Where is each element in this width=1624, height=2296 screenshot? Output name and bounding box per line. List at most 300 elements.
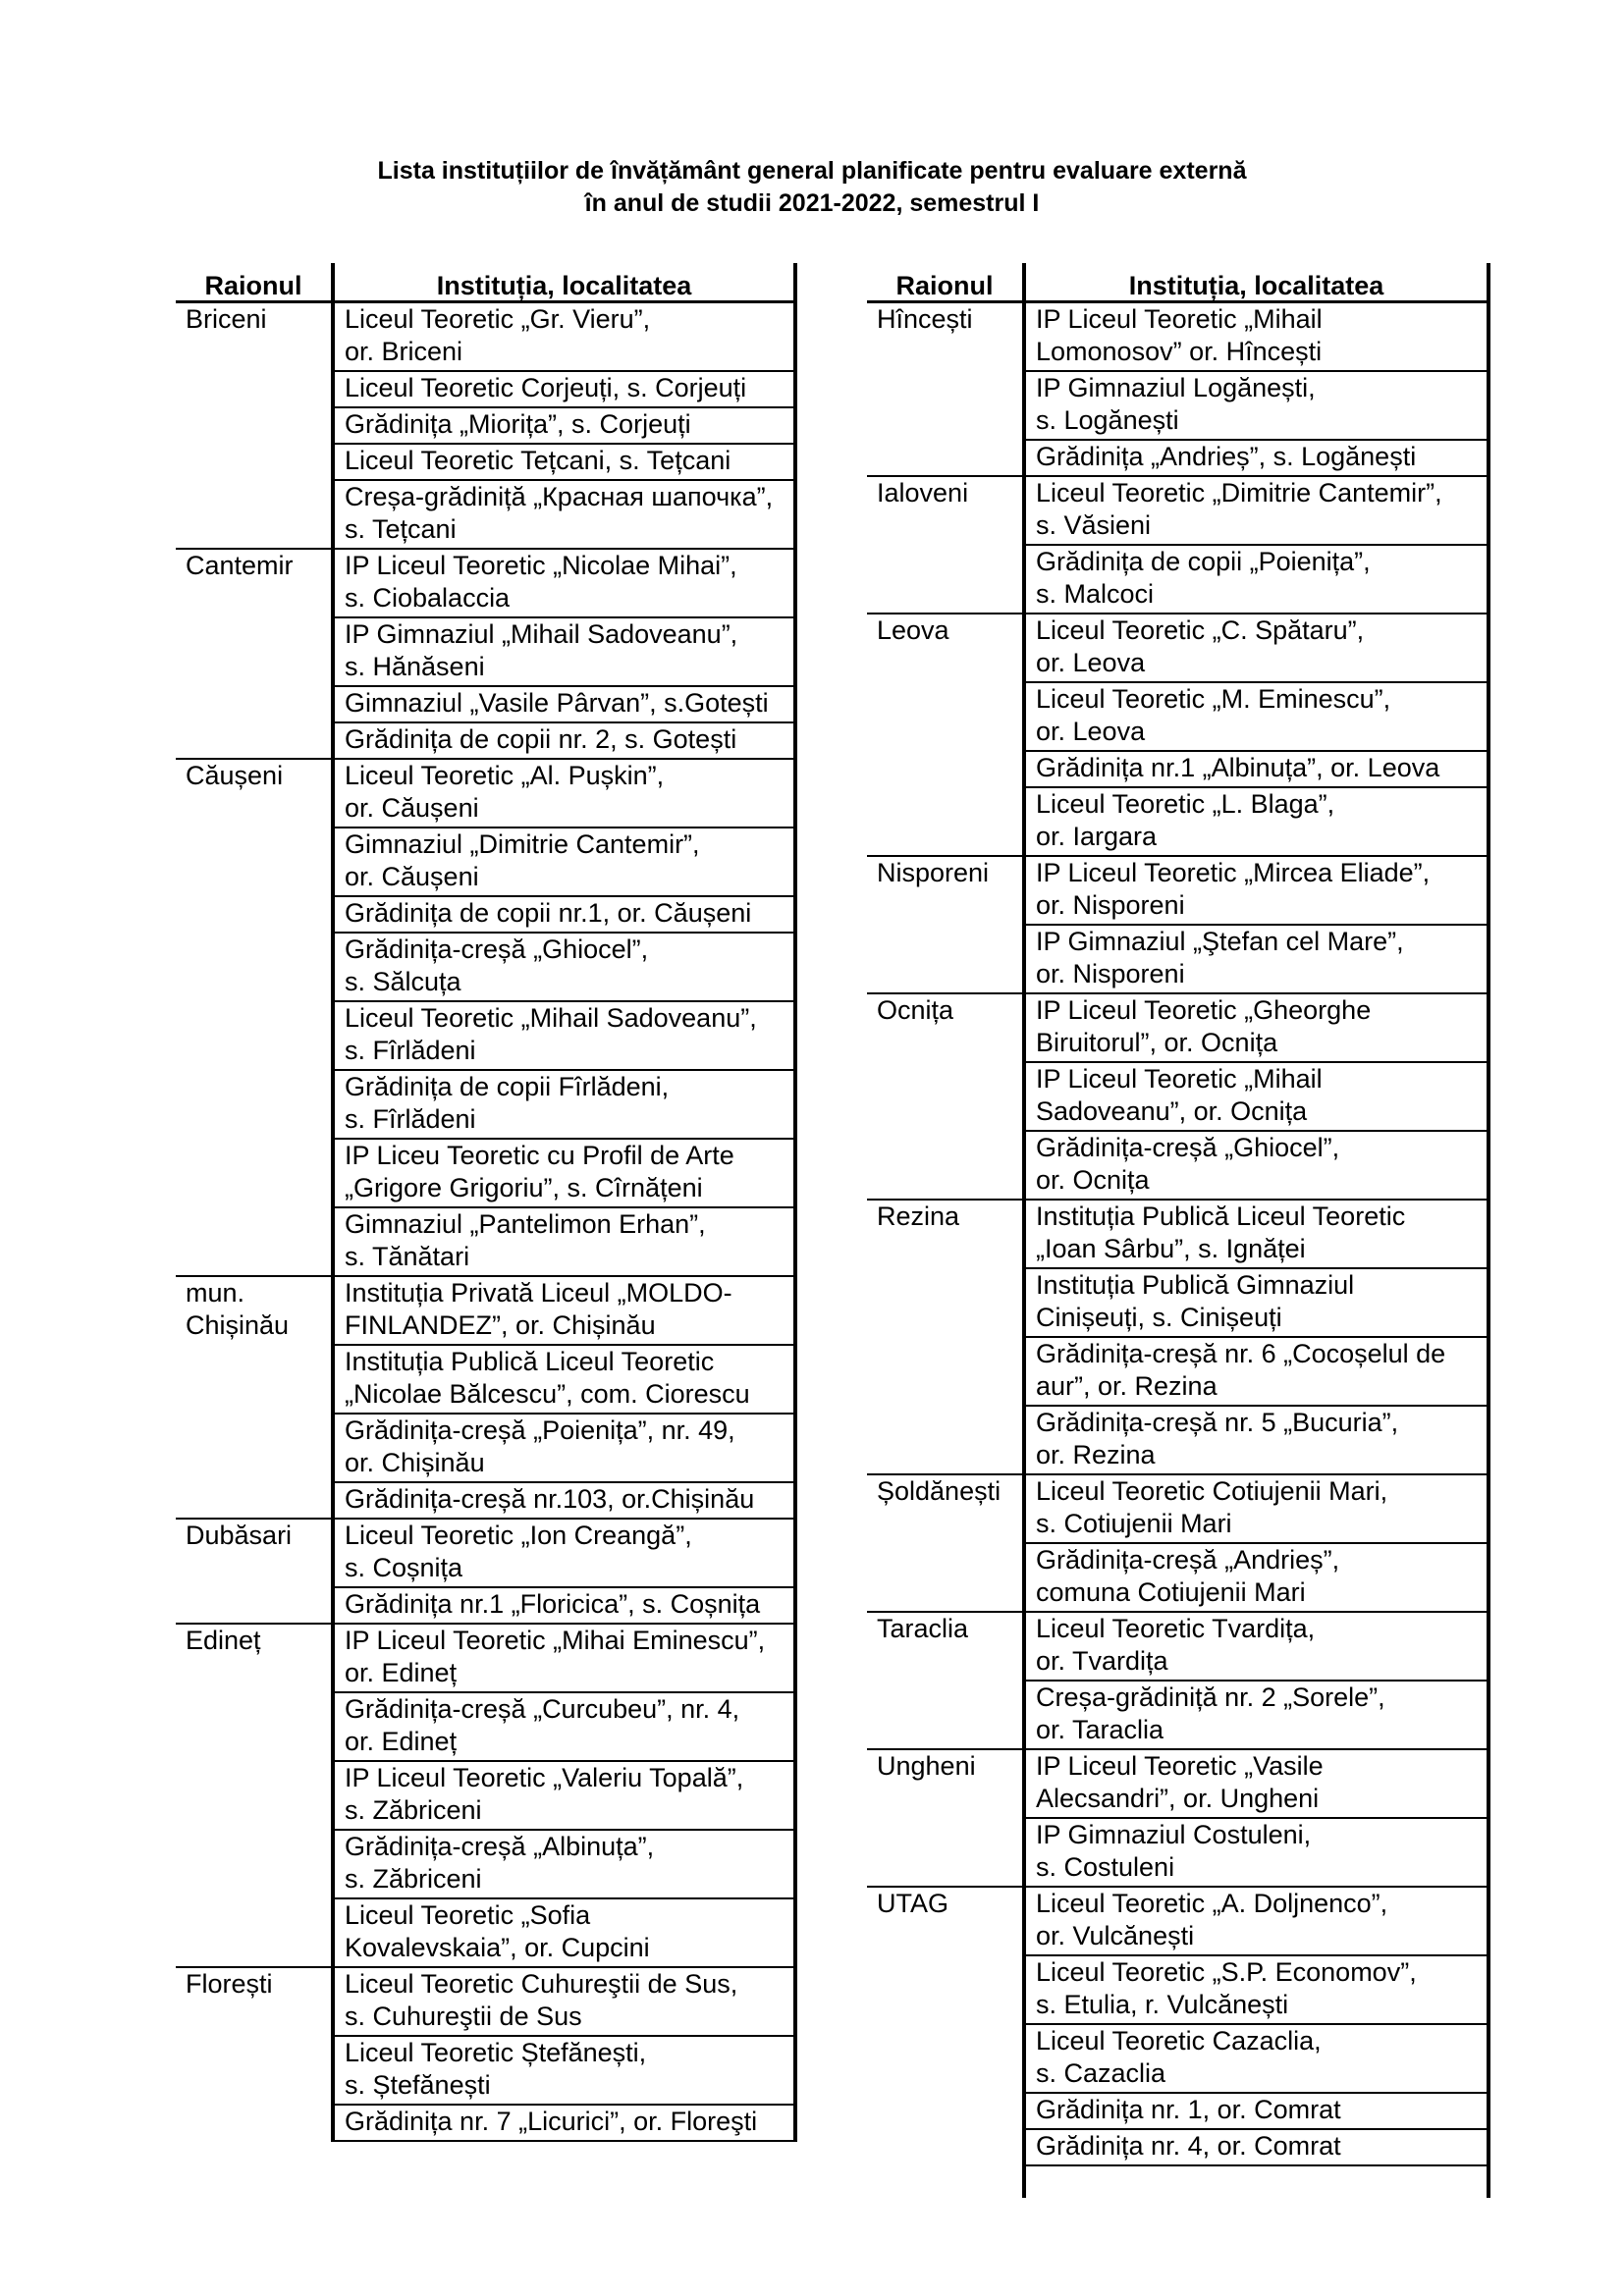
header-row [176,263,795,302]
raion-cell [176,617,333,686]
institution-line: or. Tvardița [1036,1646,1168,1676]
title-line-2: în anul de studii 2021-2022, semestrul I [584,189,1040,217]
institution-line: Instituția Publică Liceul Teoretic [1036,1201,1406,1231]
institution-line: Instituția Publică Gimnaziul [1036,1270,1355,1300]
institutions-table-right [867,263,1490,2198]
raion-cell [867,1131,1024,1200]
institution-cell [333,1624,795,1692]
raion-cell [867,682,1024,751]
institution-cell [1024,925,1489,993]
header-raion: Raionul [867,263,1024,302]
raion-cell [176,2105,333,2141]
institution-line: Grădinița nr.1 „Floricica”, s. Coșnița [345,1589,761,1619]
institution-cell [1024,682,1489,751]
institution-cell [1024,440,1489,476]
institution-line: Liceul Teoretic „L. Blaga”, [1036,789,1335,819]
institution-cell [1024,1818,1489,1887]
institution-cell [333,1139,795,1207]
table-row [176,1587,795,1624]
table-row [867,371,1489,440]
raion-cell [176,444,333,480]
institution-line: s. Văsieni [1036,510,1152,540]
raion-label: Ialoveni [877,478,969,507]
table-row [176,1692,795,1761]
raion-cell [176,1830,333,1898]
institution-line: Liceul Teoretic „Gr. Vieru”, [345,304,651,334]
raion-cell [176,1001,333,1070]
institution-cell [333,1898,795,1967]
institution-cell [333,828,795,896]
institution-cell [333,1967,795,2036]
raion-cell [867,1818,1024,1887]
institution-line: or. Taraclia [1036,1715,1164,1744]
institution-line: IP Liceul Teoretic „Mihai Eminescu”, [345,1626,766,1655]
raion-cell [867,302,1024,372]
institution-cell [1024,2024,1489,2093]
institution-cell [333,407,795,444]
table-row [867,1887,1489,1955]
raion-cell [176,896,333,933]
institution-cell [1024,1474,1489,1543]
raion-cell [867,993,1024,1062]
institution-cell [1024,787,1489,856]
institution-line: s. Tănătari [345,1242,470,1271]
raion-cell [867,545,1024,614]
institution-line: IP Liceul Teoretic „Mihail [1036,1064,1323,1094]
institution-cell [333,1207,795,1276]
institution-line: or. Ocnița [1036,1165,1150,1195]
institution-cell [1024,1543,1489,1612]
institution-cell [1024,545,1489,614]
raion-cell [867,2024,1024,2093]
raion-label: Hîncești [877,304,973,334]
raion-cell [867,1474,1024,1543]
institution-line: Instituția Privată Liceul „MOLDO- [345,1278,732,1308]
institution-cell [333,1830,795,1898]
raion-label: Cantemir [186,551,294,580]
right-table-column [867,263,1490,2198]
raion-cell [176,1967,333,2036]
table-row [176,444,795,480]
header-institutie: Instituția, localitatea [333,263,795,302]
raion-cell [867,1337,1024,1406]
institution-line: IP Liceul Teoretic „Gheorghe [1036,995,1372,1025]
empty-cell [867,2165,1024,2198]
raion-cell [176,1692,333,1761]
institution-cell [333,617,795,686]
raion-cell [176,302,333,372]
table-row [867,302,1489,372]
table-row [176,1207,795,1276]
table-row [867,1543,1489,1612]
raion-cell [176,1139,333,1207]
document-title [0,155,1624,220]
table-row [176,1830,795,1898]
raion-label: Ungheni [877,1751,976,1781]
raion-cell [867,751,1024,787]
table-row [867,682,1489,751]
institution-cell [1024,2129,1489,2165]
institution-line: s. Sălcuța [345,967,461,996]
raion-cell [867,371,1024,440]
institution-line: s. Hănăseni [345,652,485,681]
institution-cell [333,302,795,372]
institution-cell [1024,1749,1489,1818]
institution-line: Grădinița nr. 4, or. Comrat [1036,2131,1341,2161]
raion-cell [176,1414,333,1482]
raion-cell [176,759,333,828]
institution-cell [333,444,795,480]
institution-cell [1024,1131,1489,1200]
table-row [176,933,795,1001]
table-row [867,1337,1489,1406]
raion-cell [176,1587,333,1624]
institution-line: Liceul Teoretic Cuhureştii de Sus, [345,1969,738,1999]
institution-line: or. Briceni [345,337,463,366]
institution-line: Grădinița de copii nr.1, or. Căușeni [345,898,752,928]
raion-label: Nisporeni [877,858,990,887]
institution-line: Grădinița-creșă nr.103, or.Chișinău [345,1484,755,1514]
institution-line: Liceul Teoretic „Sofia [345,1900,591,1930]
raion-cell [867,440,1024,476]
institution-cell [333,2036,795,2105]
institution-line: Creșa-grădiniță nr. 2 „Sorele”, [1036,1682,1385,1712]
institution-line: Gimnaziul „Pantelimon Erhan”, [345,1209,706,1239]
institution-line: s. Coșnița [345,1553,463,1582]
institution-cell [333,1276,795,1345]
institution-cell [1024,1268,1489,1337]
empty-cell [1024,2165,1489,2198]
table-row [176,1519,795,1587]
raion-cell [176,1519,333,1587]
raion-cell [176,1276,333,1345]
institution-line: or. Căușeni [345,862,479,891]
raion-cell [867,1200,1024,1268]
institution-cell [1024,1681,1489,1749]
institution-cell [333,480,795,549]
institution-cell [333,686,795,722]
institution-cell [333,1519,795,1587]
table-row [867,1681,1489,1749]
institution-line: or. Iargara [1036,822,1158,851]
institution-line: Creșa-grădiniță „Красная шапочка”, [345,482,774,511]
institution-cell [1024,302,1489,372]
table-row [176,1139,795,1207]
institution-line: s. Cotiujenii Mari [1036,1509,1232,1538]
institution-line: Cinișeuți, s. Cinișeuți [1036,1303,1282,1332]
institution-cell [1024,993,1489,1062]
institution-line: Grădinița-creșă nr. 5 „Bucuria”, [1036,1408,1399,1437]
institution-line: IP Gimnaziul Costuleni, [1036,1820,1312,1849]
institution-cell [1024,1406,1489,1474]
raion-cell [867,925,1024,993]
institution-cell [333,1345,795,1414]
raion-label: Edineț [186,1626,261,1655]
raion-cell [867,1749,1024,1818]
institution-line: s. Etulia, r. Vulcănești [1036,1990,1289,2019]
institution-line: Liceul Teoretic „Al. Pușkin”, [345,761,665,790]
left-table-column [176,263,797,2142]
institution-line: Liceul Teoretic „Mihail Sadoveanu”, [345,1003,757,1033]
raion-cell [176,1070,333,1139]
institution-cell [333,1587,795,1624]
table-row [176,407,795,444]
table-row [867,545,1489,614]
title-line-1: Lista instituțiilor de învățământ general planificate pentru evaluare externă [377,157,1247,185]
institution-line: or. Leova [1036,717,1146,746]
table-row [867,925,1489,993]
table-row [176,686,795,722]
institution-cell [1024,476,1489,545]
table-row [176,1967,795,2036]
institution-line: s. Zăbriceni [345,1864,482,1894]
institution-cell [333,371,795,407]
institution-cell [333,1761,795,1830]
institution-cell [1024,1887,1489,1955]
institution-cell [1024,1955,1489,2024]
institution-line: „Ioan Sârbu”, s. Ignăței [1036,1234,1306,1263]
table-row [867,1818,1489,1887]
institution-line: IP Gimnaziul „Ştefan cel Mare”, [1036,927,1404,956]
institution-cell [333,1070,795,1139]
institution-cell [1024,614,1489,682]
institution-line: s. Logănești [1036,405,1179,435]
institution-line: Liceul Teoretic „A. Doljnenco”, [1036,1889,1388,1918]
raion-label: mun. Chișinău [186,1278,290,1340]
institution-line: Grădinița-creșă „Andrieș”, [1036,1545,1340,1575]
institution-line: comuna Cotiujenii Mari [1036,1577,1306,1607]
table-row [176,1414,795,1482]
institution-cell [1024,856,1489,925]
table-row [176,896,795,933]
table-row [176,1070,795,1139]
table-row [867,2024,1489,2093]
institution-line: Lomonosov” or. Hîncești [1036,337,1323,366]
institution-line: or. Edineț [345,1727,458,1756]
raion-cell [176,1761,333,1830]
table-row [867,856,1489,925]
institution-line: s. Fîrlădeni [345,1036,476,1065]
institution-line: IP Liceul Teoretic „Mihail [1036,304,1323,334]
raion-cell [176,933,333,1001]
institution-line: or. Căușeni [345,793,479,823]
institution-line: IP Liceul Teoretic „Nicolae Mihai”, [345,551,737,580]
institution-line: s. Costuleni [1036,1852,1175,1882]
institution-line: Liceul Teoretic Cotiujenii Mari, [1036,1476,1388,1506]
table-row [867,1612,1489,1681]
institution-line: Grădinița „Andrieș”, s. Logănești [1036,442,1417,471]
institution-cell [333,1482,795,1519]
table-row [867,993,1489,1062]
institution-cell [333,759,795,828]
institution-line: Alecsandri”, or. Ungheni [1036,1784,1320,1813]
institution-line: IP Liceul Teoretic „Mircea Eliade”, [1036,858,1431,887]
institution-line: IP Liceul Teoretic „Valeriu Topală”, [345,1763,744,1792]
institution-cell [333,1414,795,1482]
institution-line: or. Leova [1036,648,1146,677]
institution-line: or. Nisporeni [1036,959,1185,988]
table-row [176,2105,795,2141]
institution-line: Sadoveanu”, or. Ocnița [1036,1096,1308,1126]
institution-line: Liceul Teoretic Cazaclia, [1036,2026,1322,2056]
institution-line: s. Ștefănești [345,2070,491,2100]
table-row [867,1268,1489,1337]
institution-line: IP Gimnaziul Logănești, [1036,373,1316,402]
table-row [176,1001,795,1070]
raion-cell [176,686,333,722]
institution-line: or. Nisporeni [1036,890,1185,920]
raion-cell [867,856,1024,925]
institution-cell [1024,2093,1489,2129]
table-row [176,302,795,372]
institution-cell [333,2105,795,2141]
institution-line: Grădinița-creșă nr. 6 „Cocoșelul de [1036,1339,1446,1368]
institution-line: Gimnaziul „Dimitrie Cantemir”, [345,829,700,859]
table-row [867,787,1489,856]
institution-cell [333,933,795,1001]
institution-line: Grădinița-creșă „Curcubeu”, nr. 4, [345,1694,740,1724]
raion-cell [867,1681,1024,1749]
institution-line: Liceul Teoretic „Ion Creangă”, [345,1521,692,1550]
institution-line: or. Rezina [1036,1440,1156,1469]
institution-line: or. Vulcănești [1036,1921,1195,1950]
institution-line: IP Liceu Teoretic cu Profil de Arte [345,1141,734,1170]
raion-cell [867,1268,1024,1337]
raion-cell [176,407,333,444]
table-row [867,440,1489,476]
header-institutie: Instituția, localitatea [1024,263,1489,302]
raion-cell [176,549,333,617]
institution-line: „Nicolae Bălcescu”, com. Ciorescu [345,1379,750,1409]
institution-cell [333,896,795,933]
table-row [867,1131,1489,1200]
institution-line: Kovalevskaia”, or. Cupcini [345,1933,650,1962]
institution-line: Instituția Publică Liceul Teoretic [345,1347,715,1376]
table-row [176,828,795,896]
table-row [867,1474,1489,1543]
table-row [176,549,795,617]
institution-line: s. Cuhureştii de Sus [345,2002,582,2031]
institution-line: Grădinița de copii Fîrlădeni, [345,1072,670,1101]
table-row [176,617,795,686]
institution-line: Liceul Teoretic Ștefănești, [345,2038,647,2067]
institution-line: s. Malcoci [1036,579,1155,609]
table-row [176,759,795,828]
institution-line: s. Zăbriceni [345,1795,482,1825]
institution-line: Grădinița de copii „Poienița”, [1036,547,1371,576]
header-raion: Raionul [176,263,333,302]
institution-line: Biruitorul”, or. Ocnița [1036,1028,1278,1057]
table-row [867,751,1489,787]
institution-cell [333,1692,795,1761]
filler-row [867,2165,1489,2198]
institution-line: FINLANDEZ”, or. Chișinău [345,1310,656,1340]
raion-cell [176,371,333,407]
table-row [867,614,1489,682]
institution-line: or. Edineț [345,1658,458,1687]
raion-label: Briceni [186,304,267,334]
institution-line: Grădinița nr. 1, or. Comrat [1036,2095,1341,2124]
institution-cell [1024,371,1489,440]
raion-cell [867,476,1024,545]
table-row [176,1624,795,1692]
raion-label: Leova [877,615,949,645]
institution-cell [333,1001,795,1070]
raion-cell [176,828,333,896]
institution-line: Grădinița nr.1 „Albinuța”, or. Leova [1036,753,1440,782]
raion-label: Ocnița [877,995,954,1025]
institution-line: or. Chișinău [345,1448,485,1477]
institution-cell [1024,751,1489,787]
table-row [176,2036,795,2105]
table-row [867,1200,1489,1268]
table-row [867,1955,1489,2024]
institution-line: Grădinița nr. 7 „Licurici”, or. Floreşti [345,2107,758,2136]
institution-line: „Grigore Grigoriu”, s. Cîrnățeni [345,1173,703,1202]
raion-cell [867,2093,1024,2129]
raion-cell [867,614,1024,682]
institution-line: Grădinița „Miorița”, s. Corjeuți [345,409,691,439]
table-row [176,480,795,549]
institution-line: s. Ciobalaccia [345,583,511,613]
institution-line: s. Tețcani [345,514,457,544]
institution-cell [333,722,795,759]
header-row [867,263,1489,302]
raion-cell [867,2129,1024,2165]
institution-line: IP Liceul Teoretic „Vasile [1036,1751,1324,1781]
table-row [176,1345,795,1414]
institution-line: Liceul Teoretic „C. Spătaru”, [1036,615,1365,645]
raion-cell [176,2036,333,2105]
table-row [867,1406,1489,1474]
raion-label: Dubăsari [186,1521,293,1550]
raion-label: Rezina [877,1201,960,1231]
raion-cell [176,1482,333,1519]
institution-cell [1024,1337,1489,1406]
institution-line: Liceul Teoretic Corjeuți, s. Corjeuți [345,373,747,402]
institutions-table-left [176,263,797,2142]
raion-cell [867,1887,1024,1955]
raion-label: Căușeni [186,761,284,790]
institution-line: Grădinița de copii nr. 2, s. Gotești [345,724,737,754]
table-row [176,1898,795,1967]
institution-line: Grădinița-creșă „Albinuța”, [345,1832,655,1861]
institution-cell [1024,1062,1489,1131]
raion-label: Florești [186,1969,273,1999]
raion-cell [176,480,333,549]
institution-line: Liceul Teoretic „Dimitrie Cantemir”, [1036,478,1442,507]
institution-line: s. Fîrlădeni [345,1104,476,1134]
institution-line: Gimnaziul „Vasile Pârvan”, s.Gotești [345,688,769,718]
raion-cell [176,1898,333,1967]
institution-line: Grădinița-creșă „Poienița”, nr. 49, [345,1415,735,1445]
institution-line: Liceul Teoretic Tvardița, [1036,1614,1316,1643]
institution-line: Liceul Teoretic Tețcani, s. Tețcani [345,446,731,475]
raion-cell [867,787,1024,856]
raion-cell [176,722,333,759]
raion-label: Șoldănești [877,1476,1001,1506]
institution-line: IP Gimnaziul „Mihail Sadoveanu”, [345,619,738,649]
table-row [176,1482,795,1519]
institution-cell [1024,1612,1489,1681]
raion-cell [867,1612,1024,1681]
raion-cell [176,1207,333,1276]
table-row [867,476,1489,545]
institution-line: aur”, or. Rezina [1036,1371,1218,1401]
raion-cell [867,1955,1024,2024]
institution-line: Liceul Teoretic „M. Eminescu”, [1036,684,1391,714]
institution-line: Grădinița-creșă „Ghiocel”, [1036,1133,1340,1162]
